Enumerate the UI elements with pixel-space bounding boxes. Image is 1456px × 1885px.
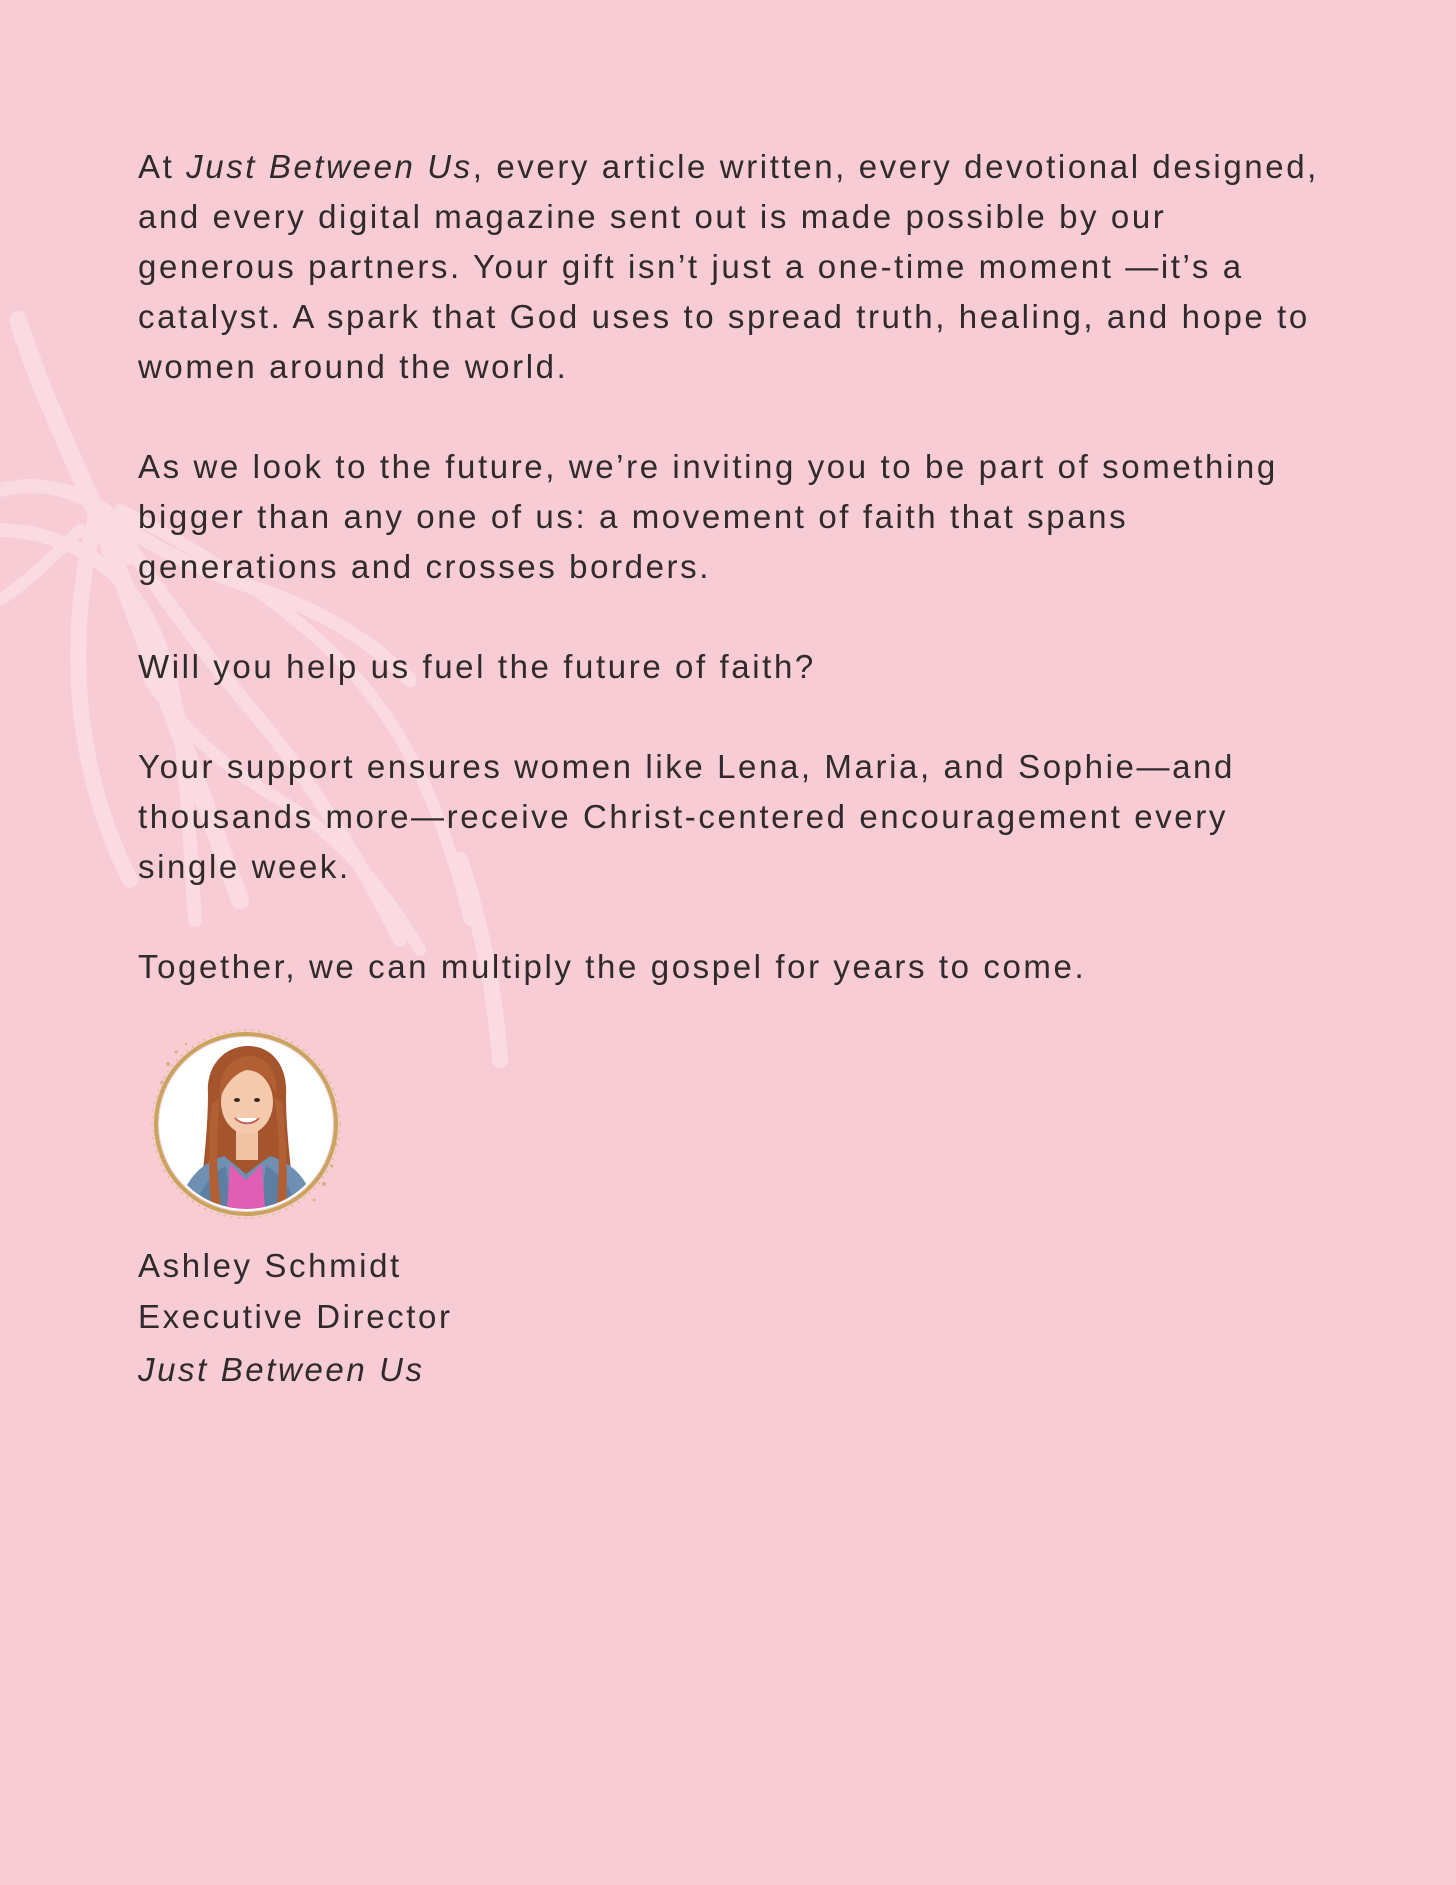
paragraph-question: Will you help us fuel the future of faith? [138, 648, 816, 685]
paragraph-together: Together, we can multiply the gospel for years to come. [138, 948, 1087, 985]
signer-role: Executive Director [138, 1298, 453, 1335]
signer-name: Ashley Schmidt [138, 1247, 402, 1284]
signature-block [138, 1240, 1328, 1395]
signer-organization: Just Between Us [138, 1351, 425, 1388]
portrait-icon [146, 1024, 346, 1224]
intro-body-text: , every article written, every devotional designed, and every digital magazine sent out is made possible by our generous partners. Your gift isn’t just a one-time moment —it’s a catalyst. A spark that God uses to spread truth, healing, and hope to women around the world. [138, 148, 1319, 385]
paragraph-future: As we look to the future, we’re inviting you to be part of something bigger than any one of us: a movement of faith that spans generations and crosses borders. [138, 448, 1278, 585]
paragraph-intro [138, 142, 1328, 392]
paragraph-support: Your support ensures women like Lena, Maria, and Sophie—and thousands more—receive Christ-centered encouragement every single week. [138, 748, 1235, 885]
avatar [146, 1024, 346, 1224]
intro-lead-text: At [138, 148, 187, 185]
publication-title: Just Between Us [186, 148, 473, 185]
letter-body [138, 142, 1328, 1395]
